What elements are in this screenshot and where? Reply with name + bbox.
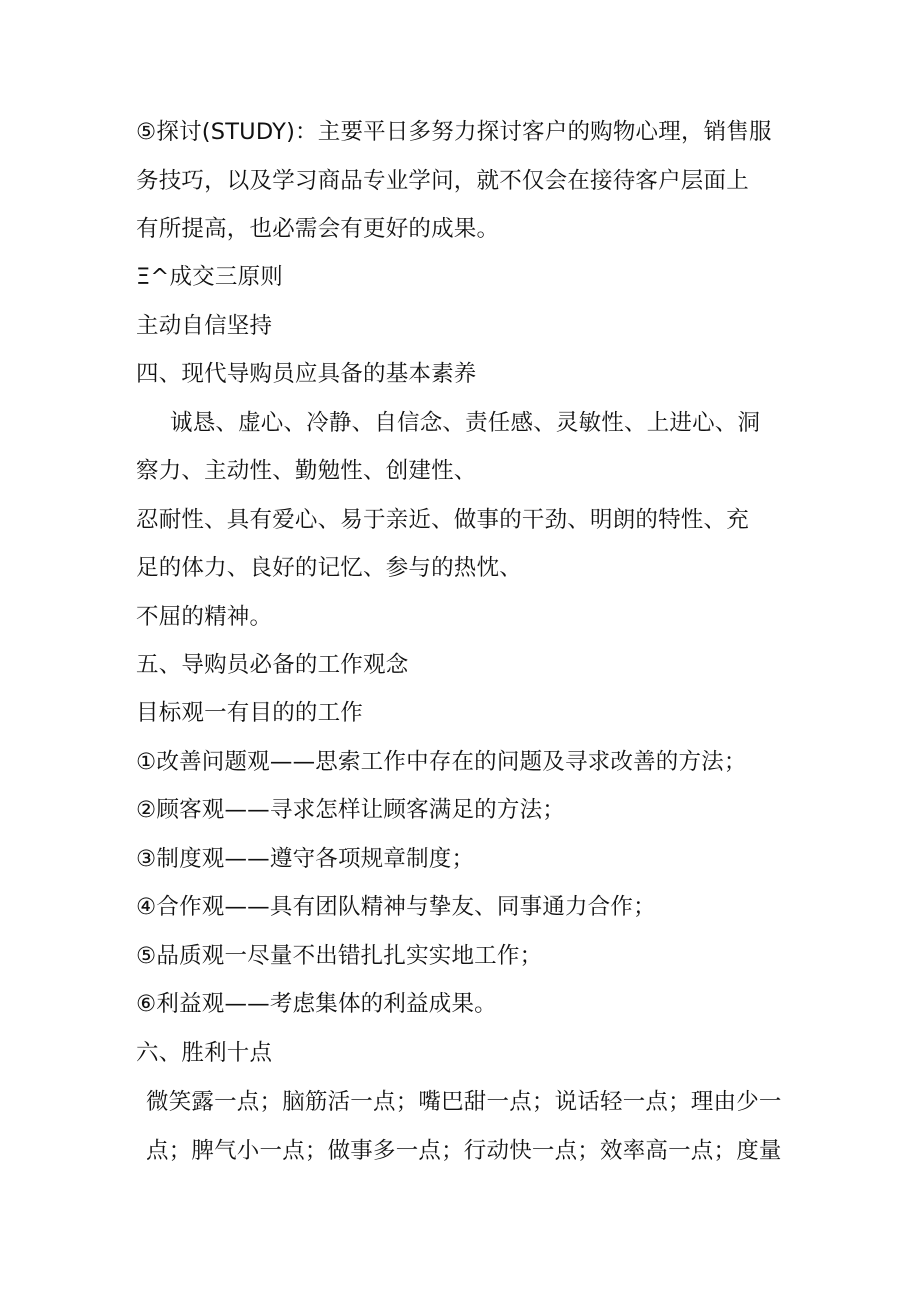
- qualities-line-1: 诚恳、虚心、冷静、自信念、责任感、灵敏性、上进心、洞: [170, 410, 761, 436]
- view-item-4: ④合作观——具有团队精神与挚友、同事通力合作；: [136, 894, 656, 920]
- success-points-line-2: 点；脾气小一点；做事多一点；行动快一点；效率高一点；度量: [146, 1138, 782, 1164]
- view-item-6: ⑥利益观——考虑集体的利益成果。: [136, 991, 497, 1017]
- view-item-5: ⑤品质观一尽量不出错扎扎实实地工作；: [136, 943, 543, 969]
- success-points-line-1: 微笑露一点；脑筋活一点；嘴巴甜一点；说话轻一点；理由少一: [146, 1089, 782, 1115]
- qualities-line-4: 足的体力、良好的记忆、参与的热忱、: [136, 555, 522, 581]
- paragraph-study-line-2: 务技巧，以及学习商品专业学问，就不仅会在接待客户层面上: [136, 168, 749, 194]
- paragraph-study-line-3: 有所提高，也必需会有更好的成果。: [136, 216, 500, 242]
- section-heading-5: 五、导购员必备的工作观念: [136, 652, 409, 678]
- qualities-line-2: 察力、主动性、勤勉性、创建性、: [136, 458, 477, 484]
- principles-text: 主动自信坚持: [136, 313, 273, 339]
- paragraph-study-line-1: ⑤探讨(STUDY)：主要平日多努力探讨客户的购物心理，销售服: [136, 119, 772, 145]
- section-heading-3: Ξ^成交三原则: [136, 264, 283, 290]
- qualities-line-5: 不屈的精神。: [136, 604, 273, 630]
- goal-view-text: 目标观一有目的的工作: [136, 700, 364, 726]
- section-heading-4: 四、现代导购员应具备的基本素养: [136, 361, 477, 387]
- section-heading-6: 六、胜利十点: [136, 1040, 273, 1066]
- view-item-1: ①改善问题观——思索工作中存在的问题及寻求改善的方法；: [136, 749, 747, 775]
- view-item-2: ②顾客观——寻求怎样让顾客满足的方法；: [136, 797, 565, 823]
- qualities-line-3: 忍耐性、具有爱心、易于亲近、做事的干劲、明朗的特性、充: [136, 507, 749, 533]
- view-item-3: ③制度观——遵守各项规章制度；: [136, 846, 475, 872]
